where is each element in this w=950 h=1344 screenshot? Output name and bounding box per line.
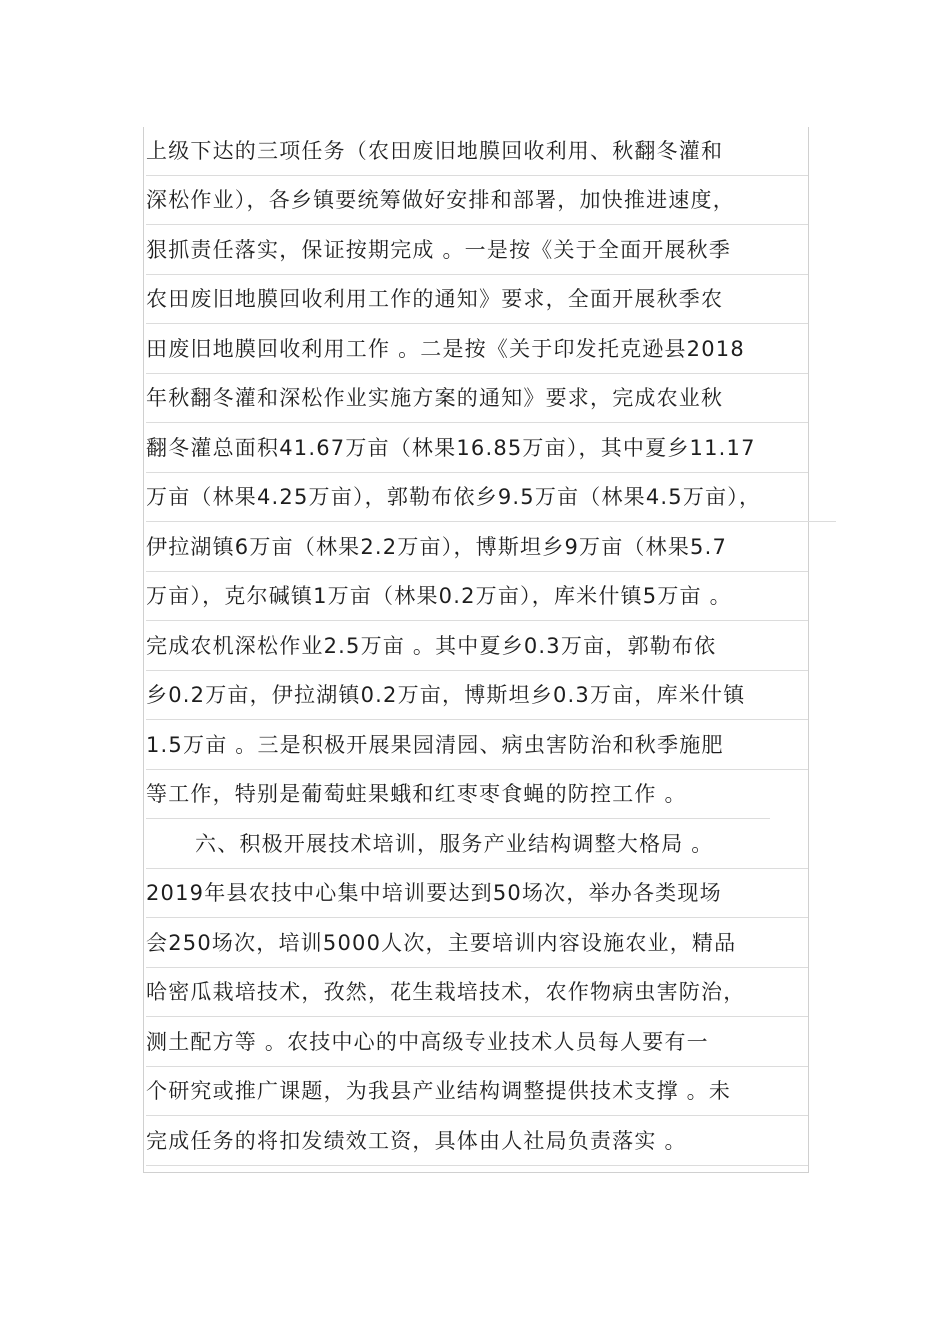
text-line: 年秋翻冬灌和深松作业实施方案的通知》要求，完成农业秋	[146, 374, 808, 423]
text-line: 个研究或推广课题，为我县产业结构调整提供技术支撑 。未	[146, 1067, 808, 1116]
text-line: 会250场次，培训5000人次，主要培训内容设施农业，精品	[146, 919, 808, 968]
text-line: 乡0.2万亩，伊拉湖镇0.2万亩，博斯坦乡0.3万亩，库米什镇	[146, 671, 808, 720]
text-line: 万亩），克尔碱镇1万亩（林果0.2万亩），库米什镇5万亩 。	[146, 572, 808, 621]
text-line: 等工作，特别是葡萄蛀果蛾和红枣枣食蝇的防控工作 。	[146, 770, 770, 819]
text-line: 1.5万亩 。三是积极开展果园清园、病虫害防治和秋季施肥	[146, 721, 808, 770]
text-line: 哈密瓜栽培技术，孜然，花生栽培技术，农作物病虫害防治，	[146, 968, 808, 1017]
text-line: 2019年县农技中心集中培训要达到50场次，举办各类现场	[146, 869, 808, 918]
text-line: 深松作业），各乡镇要统筹做好安排和部署，加快推进速度，	[146, 176, 808, 225]
text-line: 完成任务的将扣发绩效工资，具体由人社局负责落实 。	[146, 1117, 808, 1166]
text-line: 万亩（林果4.25万亩），郭勒布依乡9.5万亩（林果4.5万亩），	[146, 473, 836, 522]
text-line: 完成农机深松作业2.5万亩 。其中夏乡0.3万亩，郭勒布依	[146, 622, 808, 671]
text-line: 翻冬灌总面积41.67万亩（林果16.85万亩），其中夏乡11.17	[146, 424, 808, 473]
paragraph-heading: 六、积极开展技术培训，服务产业结构调整大格局 。	[146, 820, 808, 869]
text-line: 测土配方等 。农技中心的中高级专业技术人员每人要有一	[146, 1018, 808, 1067]
text-line: 田废旧地膜回收利用工作 。二是按《关于印发托克逊县2018	[146, 325, 808, 374]
text-line: 狠抓责任落实，保证按期完成 。一是按《关于全面开展秋季	[146, 226, 808, 275]
text-line: 伊拉湖镇6万亩（林果2.2万亩），博斯坦乡9万亩（林果5.7	[146, 523, 808, 572]
text-line: 农田废旧地膜回收利用工作的通知》要求，全面开展秋季农	[146, 275, 808, 324]
text-line: 上级下达的三项任务（农田废旧地膜回收利用、秋翻冬灌和	[146, 127, 808, 176]
